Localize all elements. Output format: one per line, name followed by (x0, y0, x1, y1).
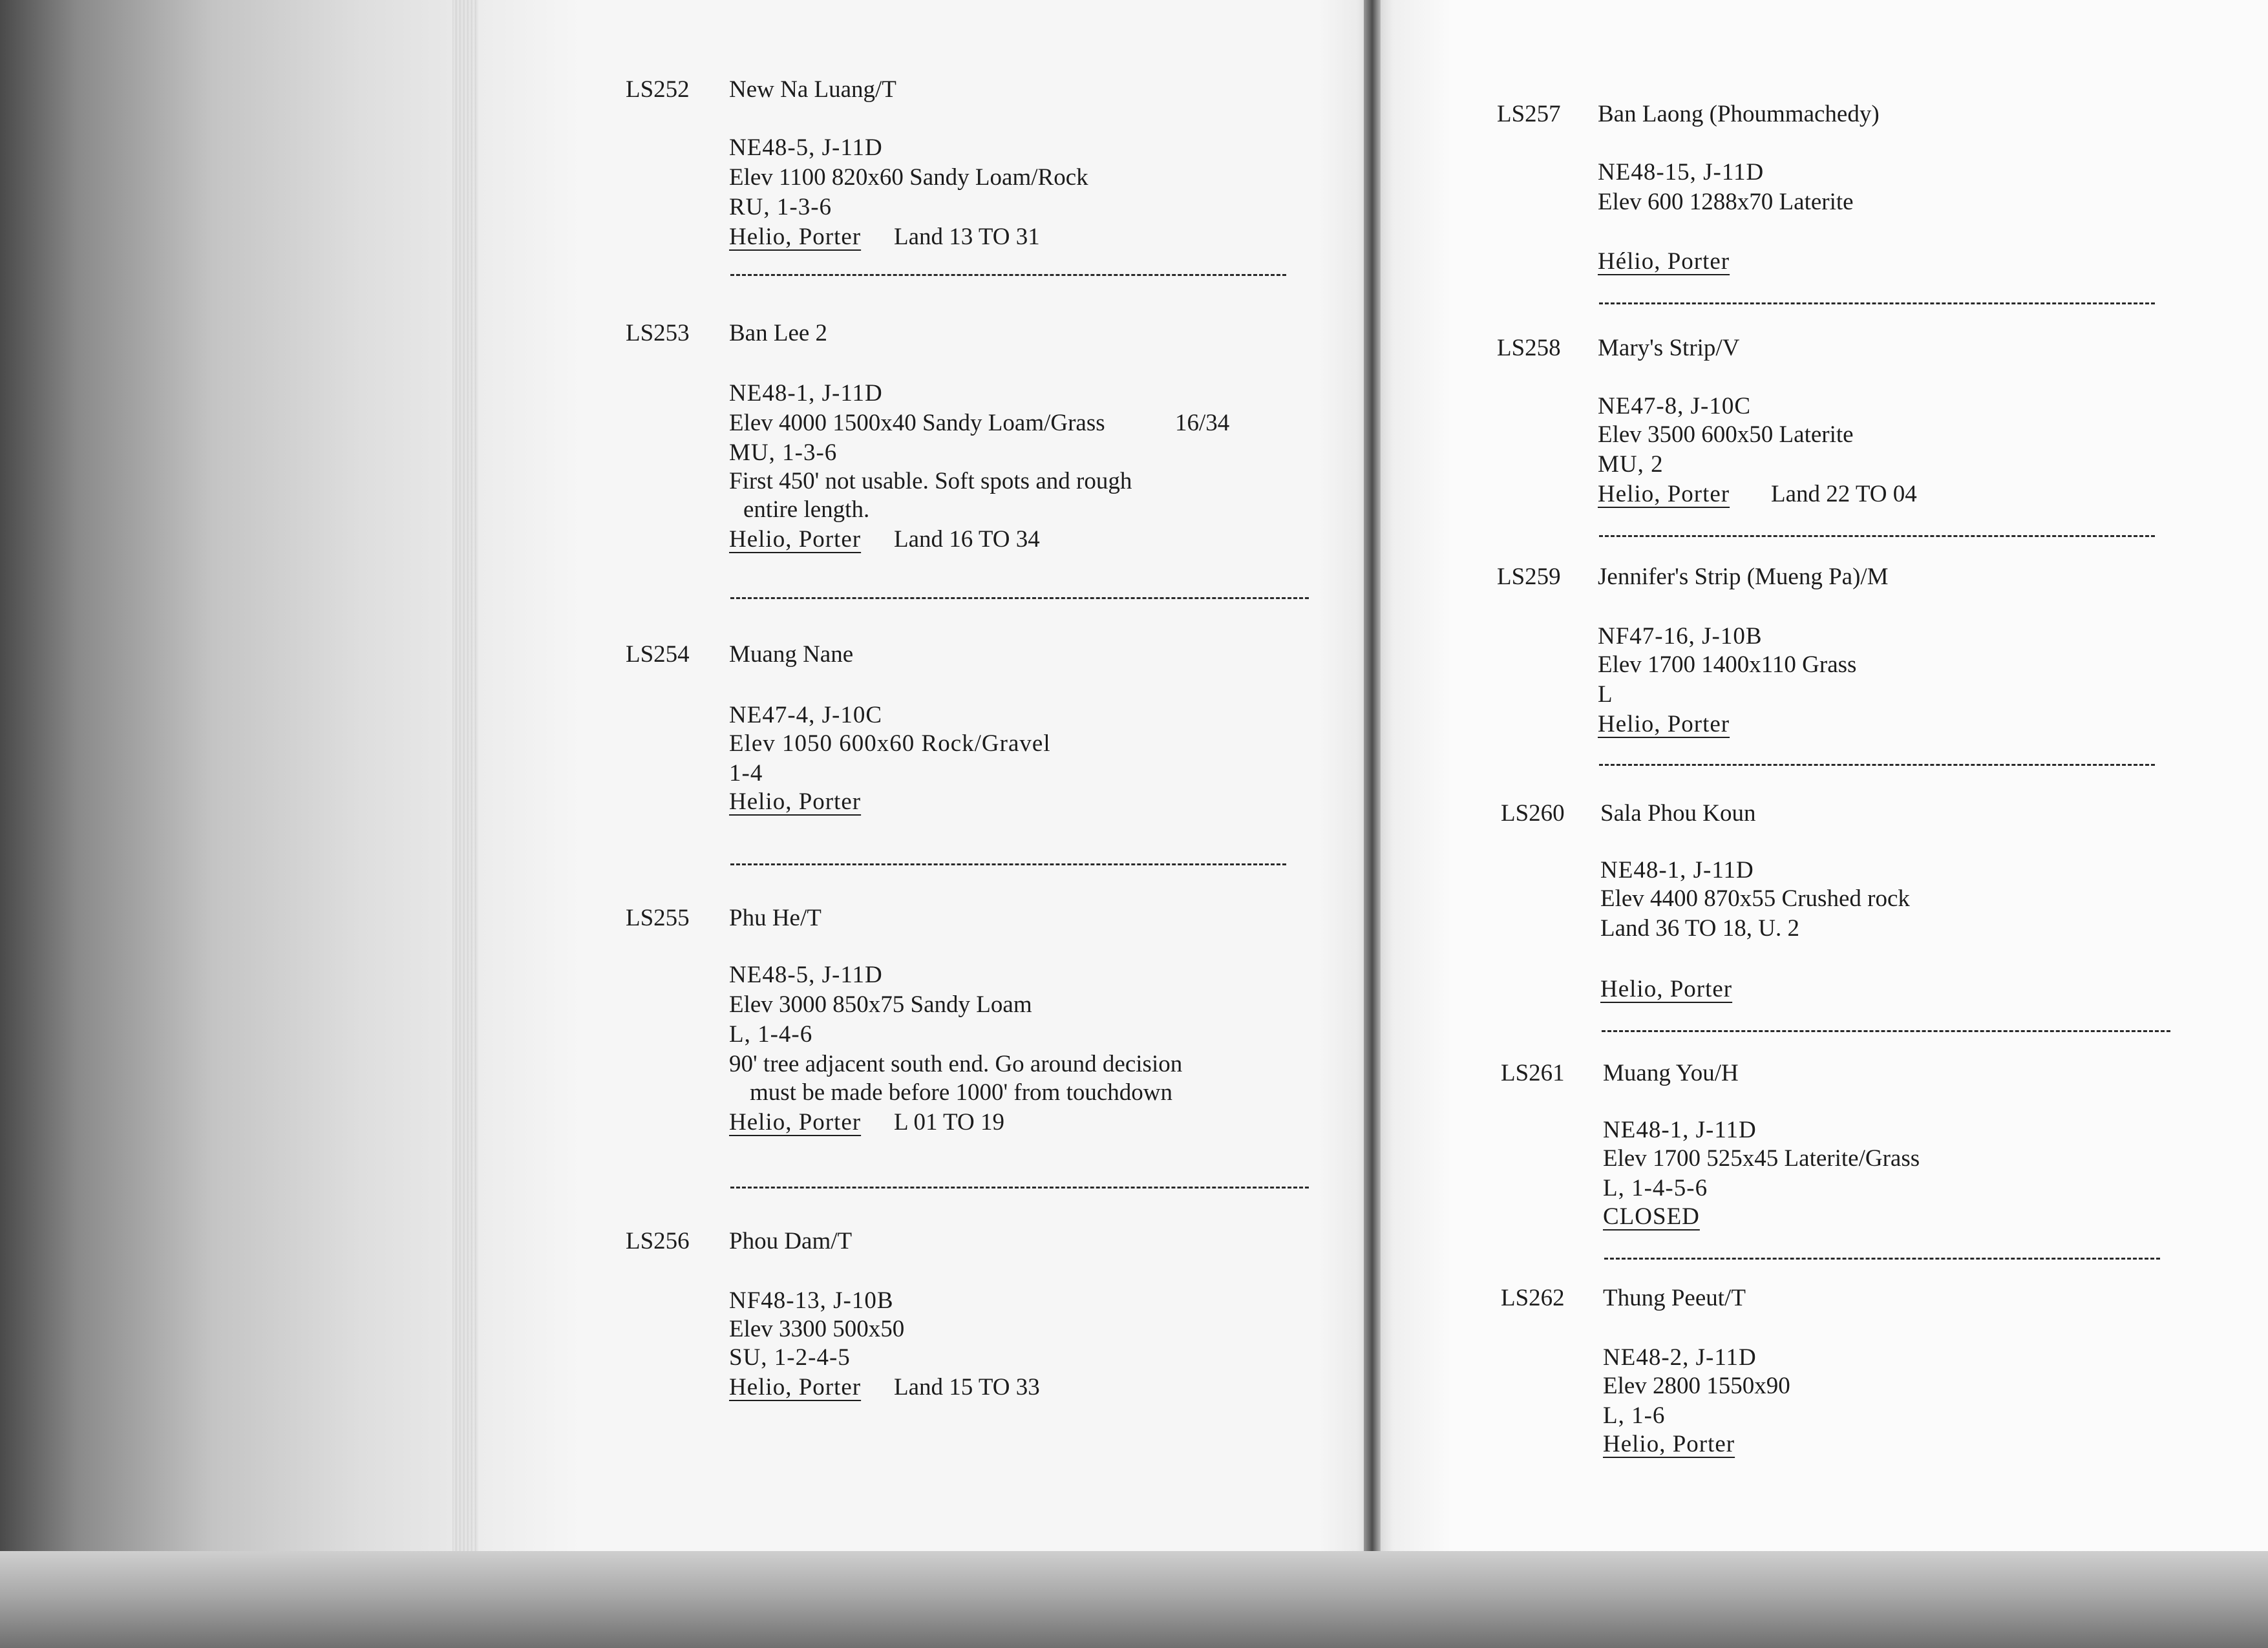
remark-line: must be made before 1000' from touchdown (750, 1079, 1173, 1106)
entry-separator (1599, 764, 2155, 766)
page-edge-stack (452, 0, 478, 1554)
elevation-runway: Elev 3500 600x50 Laterite (1598, 421, 1854, 448)
scan-shadow (0, 1551, 2268, 1648)
entry-name: Muang You/H (1603, 1060, 1739, 1086)
entry-separator (1599, 535, 2155, 537)
entry-name: Ban Lee 2 (729, 320, 828, 346)
entry-separator (730, 863, 1286, 865)
entry-id: LS257 (1497, 101, 1561, 127)
landing-direction: Land 16 TO 34 (894, 526, 1040, 553)
aircraft-type: Helio, Porter (729, 526, 862, 553)
entry-name: Sala Phou Koun (1600, 800, 1756, 827)
elevation-runway: Elev 4400 870x55 Crushed rock (1600, 885, 1910, 912)
aircraft-type: Helio, Porter (729, 224, 862, 250)
elevation-runway: Elev 1700 1400x110 Grass (1598, 651, 1857, 678)
right-page (1373, 0, 2268, 1564)
elevation-runway: Elev 3000 850x75 Sandy Loam (729, 991, 1032, 1018)
aircraft-type: Helio, Porter (1598, 481, 1730, 507)
landing-direction: Land 13 TO 31 (894, 224, 1040, 250)
landing-direction: Land 15 TO 33 (894, 1374, 1040, 1400)
map-sheet: NF47-16, J-10B (1598, 623, 1763, 650)
aircraft-type: Helio, Porter (1600, 976, 1733, 1002)
landing-direction: L 01 TO 19 (894, 1109, 1004, 1136)
entry-separator (1602, 1030, 2170, 1032)
usage-code: RU, 1-3-6 (729, 194, 832, 220)
entry-name: Thung Peeut/T (1603, 1285, 1746, 1311)
entry-id: LS256 (626, 1228, 690, 1254)
map-sheet: NE48-15, J-11D (1598, 159, 1765, 185)
entry-id: LS262 (1501, 1285, 1565, 1311)
elevation-runway: Elev 2800 1550x90 (1603, 1373, 1790, 1399)
map-sheet: NE48-1, J-11D (1603, 1117, 1757, 1143)
entry-separator (730, 274, 1286, 276)
entry-separator (730, 597, 1309, 599)
map-sheet: NE47-4, J-10C (729, 702, 883, 728)
usage-code: SU, 1-2-4-5 (729, 1344, 851, 1371)
elevation-runway: Elev 4000 1500x40 Sandy Loam/Grass (729, 410, 1105, 436)
map-sheet: NE48-1, J-11D (729, 380, 883, 407)
usage-code: MU, 2 (1598, 451, 1664, 478)
elevation-runway: Elev 1100 820x60 Sandy Loam/Rock (729, 164, 1088, 191)
entry-id: LS261 (1501, 1060, 1565, 1086)
aircraft-type: Helio, Porter (1603, 1431, 1735, 1457)
entry-separator (1599, 302, 2155, 304)
entry-id: LS258 (1497, 335, 1561, 361)
entry-id: LS259 (1497, 564, 1561, 590)
entry-name: New Na Luang/T (729, 76, 896, 103)
usage-code: 1-4 (729, 760, 763, 787)
map-sheet: NE48-5, J-11D (729, 962, 883, 988)
book-gutter (1364, 0, 1381, 1564)
usage-code: L, 1-4-6 (729, 1021, 813, 1048)
map-sheet: NF48-13, J-10B (729, 1287, 894, 1314)
map-sheet: NE48-1, J-11D (1600, 857, 1754, 883)
runway-heading: 16/34 (1175, 410, 1230, 436)
elevation-runway: Elev 1700 525x45 Laterite/Grass (1603, 1145, 1920, 1172)
map-sheet: NE48-2, J-11D (1603, 1344, 1757, 1371)
entry-name: Mary's Strip/V (1598, 335, 1740, 361)
entry-name: Phu He/T (729, 905, 821, 931)
entry-id: LS255 (626, 905, 690, 931)
entry-name: Jennifer's Strip (Mueng Pa)/M (1598, 564, 1889, 590)
entry-name: Ban Laong (Phoummachedy) (1598, 101, 1880, 127)
status-closed: CLOSED (1603, 1203, 1700, 1230)
aircraft-type: Hélio, Porter (1598, 248, 1730, 275)
map-sheet: NE47-8, J-10C (1598, 393, 1752, 419)
entry-name: Phou Dam/T (729, 1228, 853, 1254)
entry-id: LS253 (626, 320, 690, 346)
usage-code: L, 1-6 (1603, 1402, 1666, 1429)
entry-id: LS252 (626, 76, 690, 103)
aircraft-type: Helio, Porter (729, 788, 862, 815)
entry-name: Muang Nane (729, 641, 854, 668)
entry-id: LS254 (626, 641, 690, 668)
usage-code: L, 1-4-5-6 (1603, 1175, 1708, 1201)
entry-id: LS260 (1501, 800, 1565, 827)
remark-line: 90' tree adjacent south end. Go around decision (729, 1051, 1183, 1077)
landing-direction: Land 36 TO 18, U. 2 (1600, 915, 1799, 942)
aircraft-type: Helio, Porter (729, 1109, 862, 1136)
elevation-runway: Elev 600 1288x70 Laterite (1598, 189, 1854, 215)
landing-direction: Land 22 TO 04 (1771, 481, 1917, 507)
entry-separator (730, 1187, 1309, 1188)
entry-separator (1604, 1258, 2160, 1260)
remark-line: entire length. (743, 496, 870, 523)
remark-line: First 450' not usable. Soft spots and rough (729, 468, 1132, 494)
usage-code: L (1598, 681, 1613, 708)
elevation-runway: Elev 1050 600x60 Rock/Gravel (729, 730, 1051, 757)
aircraft-type: Helio, Porter (729, 1374, 862, 1400)
elevation-runway: Elev 3300 500x50 (729, 1316, 905, 1342)
map-sheet: NE48-5, J-11D (729, 134, 883, 161)
usage-code: MU, 1-3-6 (729, 439, 838, 466)
aircraft-type: Helio, Porter (1598, 711, 1730, 737)
